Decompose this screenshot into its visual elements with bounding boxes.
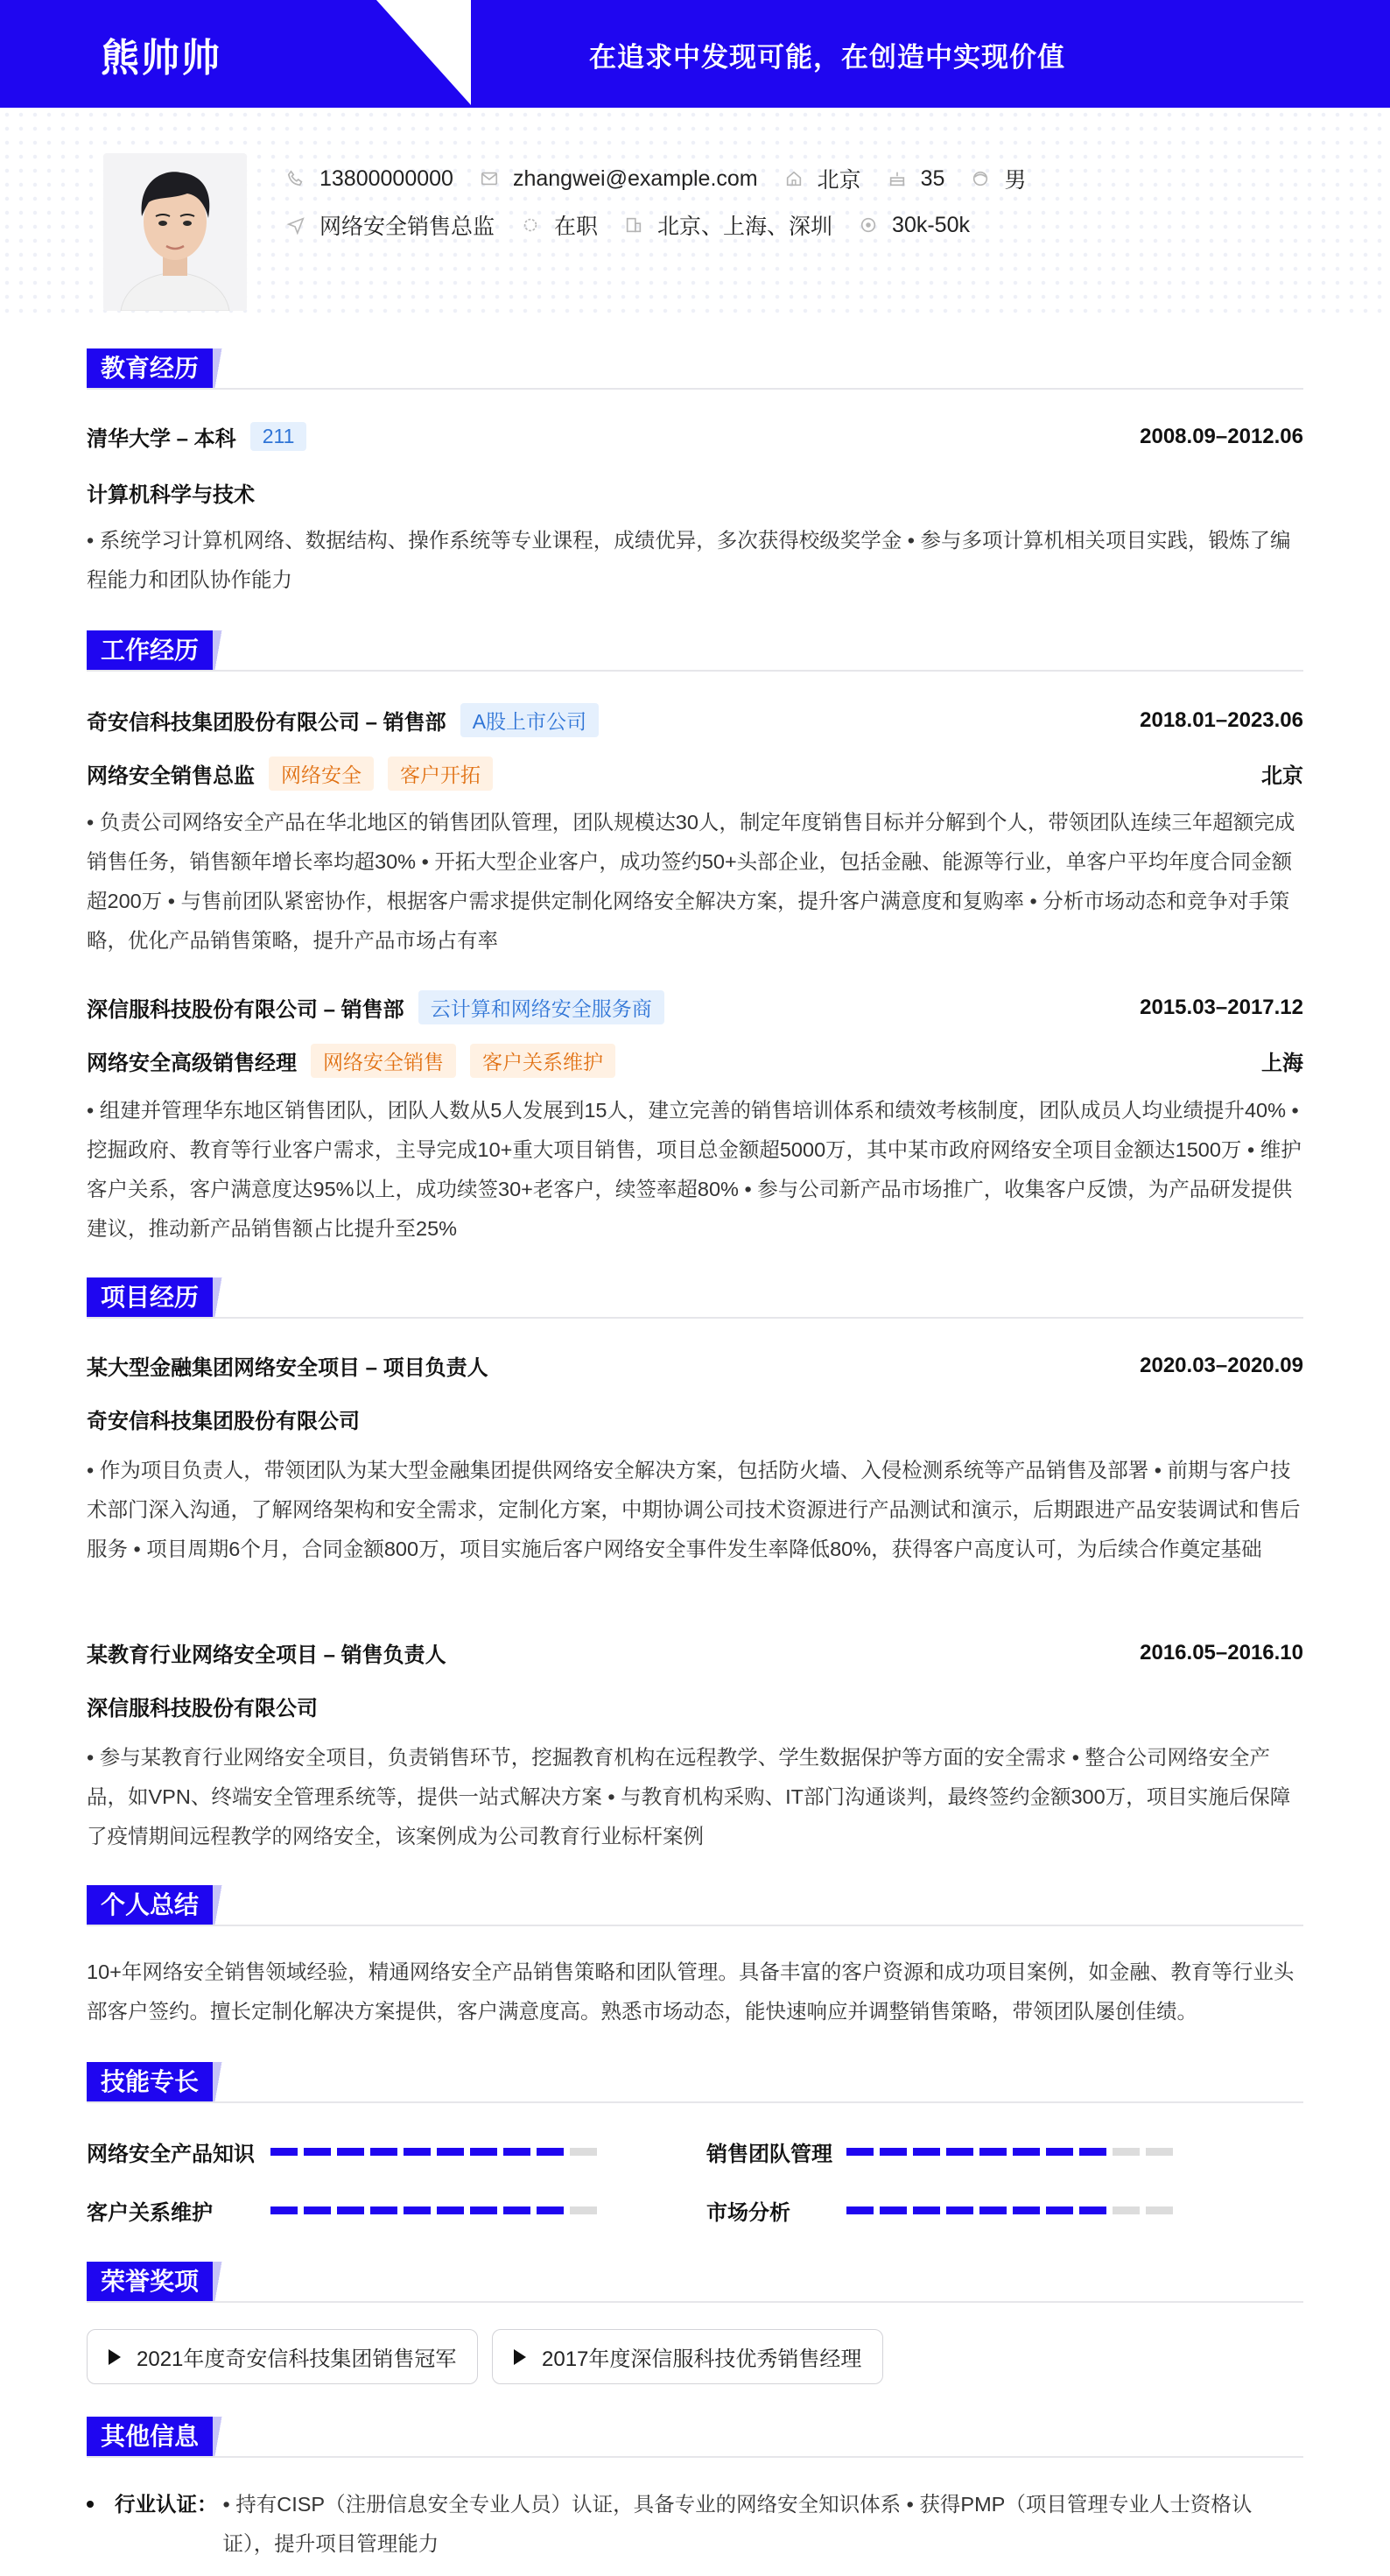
skill-name: 客户关系维护	[87, 2201, 213, 2225]
header-divider	[376, 0, 471, 108]
skill-level-segment	[1013, 2148, 1040, 2156]
city-text: 北京	[817, 168, 861, 193]
section-skills	[87, 2062, 228, 2102]
send-icon	[286, 215, 305, 235]
skill-level-segment	[1079, 2206, 1106, 2214]
status-text: 在职	[554, 215, 599, 239]
skill-level-segment	[1146, 2148, 1173, 2156]
home-icon	[784, 169, 804, 188]
phone-item	[286, 166, 453, 192]
skill-level-segment	[946, 2148, 973, 2156]
header-banner	[0, 0, 1390, 108]
section-title-text: 技能专长	[87, 2062, 213, 2102]
cake-icon	[888, 169, 907, 188]
education-header	[87, 421, 1303, 452]
skill-level-segment	[846, 2206, 874, 2214]
section-awards	[87, 2262, 228, 2302]
skill-tag: 客户开拓	[388, 757, 493, 791]
skill-tag: 客户关系维护	[470, 1044, 615, 1078]
project-name: 某大型金融集团网络安全项目 – 项目负责人	[87, 1356, 488, 1380]
skill-level-segment	[846, 2148, 874, 2156]
gender-icon	[971, 169, 990, 188]
skill-item	[87, 2136, 603, 2167]
email-text: zhangwei@example.com	[512, 165, 758, 191]
skill-level-segment	[337, 2206, 364, 2214]
skill-level-segment	[979, 2148, 1007, 2156]
position-item	[286, 209, 495, 241]
work-header	[87, 703, 1303, 737]
skill-name: 网络安全产品知识	[87, 2143, 255, 2166]
section-title-text: 其他信息	[87, 2417, 213, 2457]
target-city-item	[624, 209, 832, 241]
age-text: 35	[920, 165, 945, 191]
section-divider	[87, 1317, 1303, 1319]
section-title-text: 教育经历	[87, 348, 213, 389]
section-divider	[87, 2301, 1303, 2303]
play-triangle-icon	[109, 2349, 121, 2365]
city-item	[784, 163, 861, 194]
skill-level-segment	[979, 2206, 1007, 2214]
major-row	[87, 477, 1303, 508]
section-education	[87, 348, 228, 389]
building-icon	[624, 215, 643, 235]
skill-level-segment	[270, 2206, 298, 2214]
section-work	[87, 630, 228, 671]
gender-text: 男	[1004, 168, 1027, 193]
skill-level-segment	[470, 2206, 497, 2214]
profile-panel	[0, 108, 1390, 313]
skill-item	[87, 2195, 603, 2226]
skill-level-segment	[1013, 2206, 1040, 2214]
company-name: 深信服科技股份有限公司 – 销售部	[87, 998, 404, 1022]
school-tag: 211	[250, 422, 307, 451]
skill-level-bar	[270, 2148, 603, 2156]
summary-text: 10+年网络安全销售领域经验，精通网络安全产品销售策略和团队管理。具备丰富的客户资源和成功项目案例，如金融、教育等行业头部客户签约。擅长定制化解决方案提供，客户满意度高。熟悉市场动态，能快速响应并调整销售策略，带领团队屡创佳绩。	[87, 1960, 1295, 2023]
education-description: • 系统学习计算机网络、数据结构、操作系统等专业课程，成绩优异，多次获得校级奖学金 • 参与多项计算机相关项目实践，锻炼了编程能力和团队协作能力	[87, 529, 1291, 591]
play-triangle-icon	[514, 2349, 526, 2365]
phone-icon	[286, 169, 305, 188]
company-tag: A股上市公司	[460, 703, 599, 737]
salary-item	[859, 213, 970, 238]
skill-level-segment	[537, 2148, 564, 2156]
skill-level-segment	[880, 2148, 907, 2156]
section-divider	[87, 2456, 1303, 2458]
age-item	[888, 166, 945, 192]
section-summary	[87, 1885, 228, 1925]
skill-level-bar	[846, 2206, 1179, 2214]
school-name: 清华大学 – 本科	[87, 427, 236, 451]
work-location: 上海	[1261, 1052, 1303, 1075]
bullet-dot	[87, 2501, 94, 2508]
skill-level-segment	[503, 2206, 530, 2214]
skill-level-segment	[404, 2206, 431, 2214]
project-name: 某教育行业网络安全项目 – 销售负责人	[87, 1643, 446, 1667]
skill-level-segment	[1146, 2206, 1173, 2214]
skill-tag: 网络安全	[269, 757, 374, 791]
job-intent-row	[286, 209, 996, 241]
skill-name: 市场分析	[706, 2201, 790, 2225]
phone-text: 13800000000	[319, 165, 453, 191]
coin-icon	[859, 215, 878, 235]
award-text: 2021年度奇安信科技集团销售冠军	[137, 2347, 457, 2371]
other-text: • 持有CISP（注册信息安全专业人员）认证，具备专业的网络安全知识体系 • 获得PMP（项目管理专业人士资格认证），提升项目管理能力	[222, 2493, 1253, 2555]
work-title-row	[87, 757, 1303, 791]
work-description: • 负责公司网络安全产品在华北地区的销售团队管理，团队规模达30人，制定年度销售目标并分解到个人，带领团队连续三年超额完成销售任务，销售额年增长率均超30% • 开拓大型企业客户，成功签约50+头部企业，包括金融、能源等行业，单客户平均年度合同金额超200万 • 与售前团队紧密协作，根据客户需求提供定制化网络安全解决方案，提升客户满意度和复购率 • 分析市场动态和竞争对手策略，优化产品销售策略，提升产品市场占有率	[87, 811, 1295, 952]
section-divider	[87, 1925, 1303, 1926]
skill-level-segment	[470, 2148, 497, 2156]
work-location: 北京	[1261, 764, 1303, 788]
project-org: 深信服科技股份有限公司	[87, 1697, 318, 1721]
skill-level-segment	[337, 2148, 364, 2156]
project-description: • 作为项目负责人，带领团队为某大型金融集团提供网络安全解决方案，包括防火墙、入侵检测系统等产品销售及部署 • 前期与客户技术部门深入沟通，了解网络架构和安全需求，定制化方案，中期协调公司技术资源进行产品测试和演示，后期跟进产品安装调试和售后服务 • 项目周期6个月，合同金额800万，项目实施后客户网络安全事件发生率降低80%，获得客户高度认可，为后续合作奠定基础	[87, 1459, 1301, 1560]
skill-level-segment	[1113, 2148, 1140, 2156]
project-org-row	[87, 1691, 1303, 1721]
award-item	[492, 2329, 883, 2384]
skill-level-segment	[1079, 2148, 1106, 2156]
project-date: 2016.05–2016.10	[1140, 1640, 1303, 1665]
section-title-text: 荣誉奖项	[87, 2262, 213, 2302]
skill-level-segment	[570, 2206, 597, 2214]
section-title-text: 个人总结	[87, 1885, 213, 1925]
project-header	[87, 1637, 1303, 1668]
skill-level-segment	[913, 2148, 940, 2156]
skill-level-segment	[1113, 2206, 1140, 2214]
skill-tag: 网络安全销售	[311, 1044, 456, 1078]
section-projects	[87, 1277, 228, 1318]
section-title-text: 项目经历	[87, 1277, 213, 1318]
skill-level-segment	[304, 2148, 331, 2156]
company-name: 奇安信科技集团股份有限公司 – 销售部	[87, 711, 446, 735]
project-date: 2020.03–2020.09	[1140, 1353, 1303, 1377]
award-item	[87, 2329, 478, 2384]
section-divider	[87, 2101, 1303, 2103]
other-label: 行业认证：	[115, 2493, 218, 2516]
target-city-text: 北京、上海、深圳	[657, 215, 833, 239]
education-date: 2008.09–2012.06	[1140, 424, 1303, 448]
skill-level-segment	[437, 2206, 464, 2214]
skill-level-bar	[846, 2148, 1179, 2156]
work-date: 2018.01–2023.06	[1140, 707, 1303, 732]
status-icon	[521, 215, 540, 235]
position-text: 网络安全销售总监	[319, 215, 495, 239]
status-item	[521, 209, 598, 241]
skill-level-segment	[370, 2148, 397, 2156]
motto: 在追求中发现可能，在创造中实现价值	[589, 42, 1065, 73]
section-title-text: 工作经历	[87, 630, 213, 671]
skill-level-bar	[270, 2206, 603, 2214]
section-divider	[87, 670, 1303, 672]
skill-level-segment	[570, 2148, 597, 2156]
skill-item	[706, 2136, 1179, 2167]
mail-icon	[480, 169, 499, 188]
work-description: • 组建并管理华东地区销售团队，团队人数从5人发展到15人，建立完善的销售培训体系和绩效考核制度，团队成员人均业绩提升40% • 挖掘政府、教育等行业客户需求，主导完成10+重大项目销售，项目总金额超5000万，其中某市政府网络安全项目金额达1500万 • 维护客户关系，客户满意度达95%以上，成功续签30+老客户，续签率超80% • 参与公司新产品市场推广，收集客户反馈，为产品研发提供建议，推动新产品销售额占比提升至25%	[87, 1099, 1302, 1240]
avatar	[103, 153, 247, 311]
work-date: 2015.03–2017.12	[1140, 995, 1303, 1019]
work-title-row	[87, 1044, 1303, 1078]
skill-level-segment	[537, 2206, 564, 2214]
section-other	[87, 2417, 228, 2457]
work-header	[87, 990, 1303, 1024]
salary-text: 30k-50k	[892, 212, 970, 237]
skill-level-segment	[1046, 2206, 1073, 2214]
job-title: 网络安全销售总监	[87, 764, 255, 788]
skill-level-segment	[1046, 2148, 1073, 2156]
award-text: 2017年度深信服科技优秀销售经理	[542, 2347, 862, 2371]
skill-item	[706, 2195, 1179, 2226]
project-header	[87, 1350, 1303, 1381]
email-item	[480, 166, 758, 192]
project-org: 奇安信科技集团股份有限公司	[87, 1410, 360, 1433]
candidate-name: 熊帅帅	[101, 37, 221, 80]
skill-level-segment	[503, 2148, 530, 2156]
contact-row	[286, 163, 1052, 194]
skill-name: 销售团队管理	[706, 2143, 832, 2166]
skill-level-segment	[404, 2148, 431, 2156]
project-description: • 参与某教育行业网络安全项目，负责销售环节，挖掘教育机构在远程教学、学生数据保护等方面的安全需求 • 整合公司网络安全产品，如VPN、终端安全管理系统等，提供一站式解决方案 • 与教育机构采购、IT部门沟通谈判，最终签约金额300万，项目实施后保障了疫情期间远程教学的网络安全，该案例成为公司教育行业标杆案例	[87, 1746, 1291, 1848]
major: 计算机科学与技术	[87, 483, 255, 507]
project-org-row	[87, 1404, 1303, 1434]
skill-level-segment	[880, 2206, 907, 2214]
skill-level-segment	[304, 2206, 331, 2214]
section-divider	[87, 388, 1303, 390]
job-title: 网络安全高级销售经理	[87, 1052, 297, 1075]
other-info-item	[87, 2485, 1303, 2564]
skill-level-segment	[370, 2206, 397, 2214]
skill-level-segment	[913, 2206, 940, 2214]
gender-item	[971, 163, 1026, 194]
skill-level-segment	[437, 2148, 464, 2156]
skill-level-segment	[270, 2148, 298, 2156]
skill-level-segment	[946, 2206, 973, 2214]
company-tag: 云计算和网络安全服务商	[418, 990, 664, 1024]
